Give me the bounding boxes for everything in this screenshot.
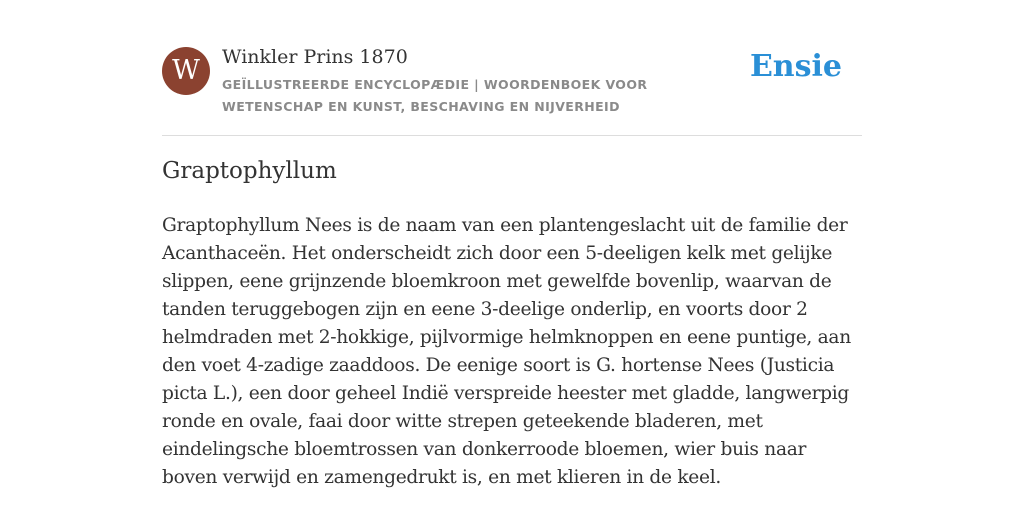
entry-body: Graptophyllum Nees is de naam van een plantengeslacht uit de familie der Acanthaceën. Het onderscheidt zich door een 5-deeligen kelk met gelijke slippen, eene grijnzende bloemkroon met gewelfde bovenlip, waarvan de tanden teruggebogen zijn en eene 3-deelige onderlip, en voorts door 2 helmdraden met 2-hokkige, pijlvormige helmknoppen en eene puntige, aan den voet 4-zadige zaaddoos. De eenige soort is G. hortense Nees (Justicia picta L.), een door geheel Indië verspreide heester met gladde, langwerpig ronde en ovale, faai door witte strepen geteekende bladeren, met eindelingsche bloemtrossen van donkerroode bloemen, wier buis naar boven verwijd en zamengedrukt is, en met klieren in de keel. <box>162 215 851 488</box>
header-divider <box>162 135 862 136</box>
source-subtitle: GEÏLLUSTREERDE ENCYCLOPÆDIE | WOORDENBOEK VOOR WETENSCHAP EN KUNST, BESCHAVING EN NIJVERHEID <box>222 77 648 114</box>
source-title[interactable]: Winkler Prins 1870 <box>222 46 408 68</box>
source-avatar[interactable]: W <box>162 47 210 95</box>
ensie-logo-link[interactable]: Ensie <box>749 49 842 84</box>
source-header <box>162 43 862 135</box>
entry-title: Graptophyllum <box>162 158 337 184</box>
